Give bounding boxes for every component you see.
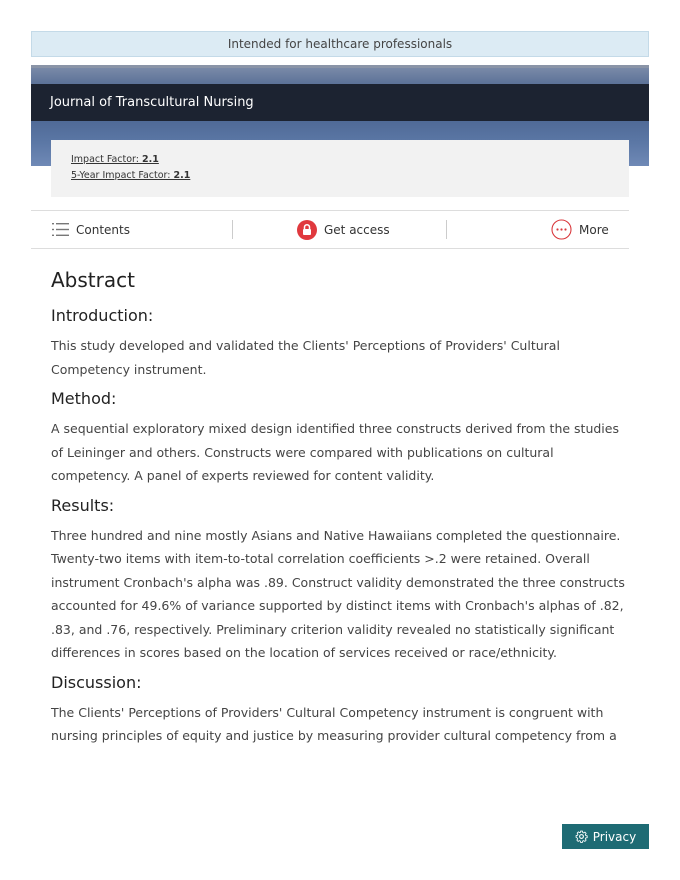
privacy-label: Privacy: [592, 829, 637, 844]
article-toolbar: [31, 210, 629, 249]
impact-metrics: [51, 140, 629, 197]
discussion-text: The Clients' Perceptions of Providers' Cultural Competency instrument is congruent with nursing principles of equity and justice by measuring provider cultural competency from a: [51, 704, 617, 743]
abstract-heading: Abstract: [51, 268, 135, 292]
method-text: A sequential exploratory mixed design identified three constructs derived from the studies of Leininger and others. Constructs were compared with publications on cultural competency. A panel of experts reviewed for content validity.: [51, 421, 619, 483]
banner-text: Intended for healthcare professionals: [227, 37, 453, 51]
results-text: Three hundred and nine mostly Asians and Native Hawaiians completed the questionnaire. Twenty-two items with item-to-total correlation coefficients >.2 were retained. Overall instrument Cronbach's alpha was .89. Construct validity demonstrated the three constructs accounted for 49.6% of variance supported by distinct items with Cronbach's alphas of .82, .83, and .76, respectively. Preliminary criterion validity revealed no statistically significant differences in scores based on the location of services received or race/ethnicity.: [51, 527, 625, 660]
introduction-text: This study developed and validated the Clients' Perceptions of Providers' Cultural Competency instrument.: [51, 338, 560, 377]
more-button[interactable]: [551, 211, 609, 248]
get-access-button[interactable]: [297, 211, 390, 248]
contents-label: Contents: [76, 222, 130, 237]
five-year-impact-factor-label: 5-Year Impact Factor:: [71, 170, 174, 181]
get-access-label: Get access: [324, 222, 390, 237]
privacy-button[interactable]: [562, 824, 649, 849]
five-year-impact-factor-link[interactable]: [71, 168, 609, 184]
toolbar-divider: [446, 220, 447, 239]
impact-factor-link[interactable]: [71, 152, 609, 168]
hero-stripe: [31, 65, 649, 68]
impact-factor-value: 2.1: [142, 154, 159, 165]
gear-icon: [575, 830, 588, 843]
lock-icon: [297, 220, 317, 240]
introduction-heading: Introduction:: [51, 306, 154, 325]
results-heading: Results:: [51, 495, 115, 515]
more-label: More: [579, 222, 609, 237]
list-icon: [52, 223, 69, 236]
journal-title[interactable]: Journal of Transcultural Nursing: [50, 95, 254, 110]
healthcare-professionals-banner: [31, 31, 649, 57]
method-heading: Method:: [51, 389, 117, 408]
five-year-impact-factor-value: 2.1: [173, 170, 191, 181]
abstract-content: [51, 268, 631, 756]
journal-title-bar: [31, 84, 649, 121]
impact-factor-label: Impact Factor:: [71, 154, 143, 165]
more-dots-icon: [551, 219, 572, 240]
toolbar-divider: [232, 220, 233, 239]
contents-button[interactable]: [52, 211, 130, 248]
discussion-heading: Discussion:: [51, 672, 142, 692]
